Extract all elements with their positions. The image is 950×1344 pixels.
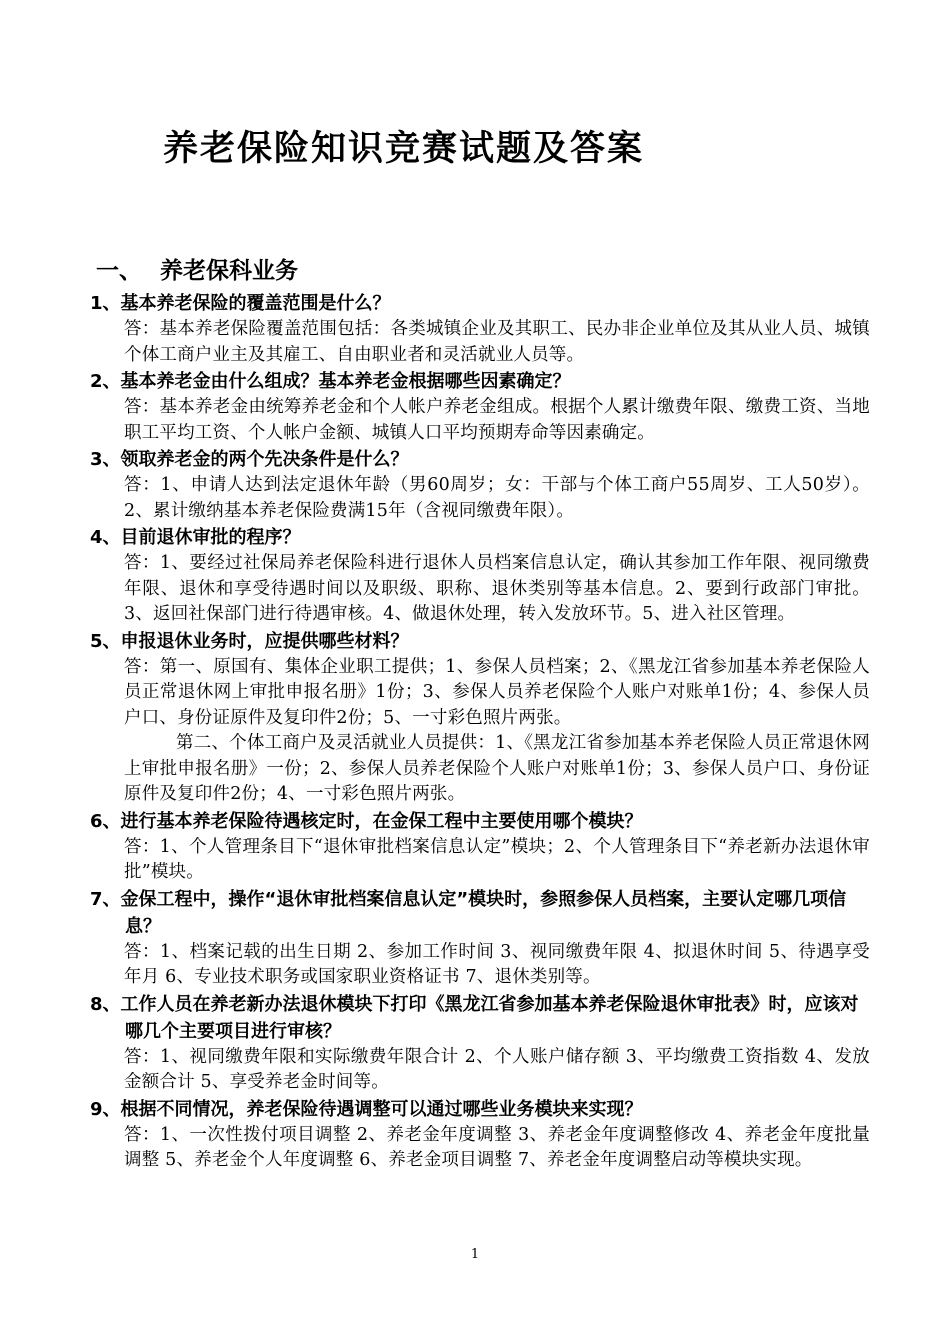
qa-item xyxy=(90,446,870,524)
answer xyxy=(90,473,870,524)
qa-item xyxy=(90,628,870,808)
qa-item xyxy=(90,808,870,886)
question: 7、金保工程中，操作“退休审批档案信息认定”模块时，参照参保人员档案，主要认定哪几项信息？ xyxy=(90,888,847,937)
question: 4、目前退休审批的程序？ xyxy=(90,527,301,548)
answer xyxy=(90,940,870,991)
question: 8、工作人员在养老新办法退休模块下打印《黑龙江省参加基本养老保险退休审批表》时，应该对哪几个主要项目进行审核？ xyxy=(90,993,859,1042)
answer-paragraph: 答：1、要经过社保局养老保险科进行退休人员档案信息认定，确认其参加工作年限、视同缴费年限、退休和享受待遇时间以及职级、职称、退休类别等基本信息。2、要到行政部门审批。3、返回社保部门进行待遇审核。4、做退休处理，转入发放环节。5、进入社区管理。 xyxy=(124,553,870,624)
answer xyxy=(90,551,870,628)
answer xyxy=(90,317,870,368)
answer-paragraph: 答：1、一次性拨付项目调整 2、养老金年度调整 3、养老金年度调整修改 4、养老金年度批量调整 5、养老金个人年度调整 6、养老金项目调整 7、养老金年度调整启动等模块实现。 xyxy=(124,1124,870,1170)
section-number: 一、 xyxy=(96,258,142,284)
section-heading xyxy=(96,252,298,285)
qa-item xyxy=(90,368,870,446)
question: 9、根据不同情况，养老保险待遇调整可以通过哪些业务模块来实现？ xyxy=(90,1098,643,1120)
question: 3、领取养老金的两个先决条件是什么？ xyxy=(90,449,409,470)
qa-list xyxy=(90,290,870,1174)
answer xyxy=(90,655,870,808)
section-title: 养老保科业务 xyxy=(160,258,298,284)
question: 1、基本养老保险的覆盖范围是什么？ xyxy=(90,293,391,314)
answer xyxy=(90,395,870,446)
qa-item xyxy=(90,290,870,368)
qa-item xyxy=(90,886,870,991)
answer-paragraph: 答：1、视同缴费年限和实际缴费年限合计 2、个人账户储存额 3、平均缴费工资指数 4、发放金额合计 5、享受养老金时间等。 xyxy=(124,1046,870,1092)
document-title: 养老保险知识竞赛试题及答案 xyxy=(163,129,645,169)
answer-paragraph: 答：基本养老金由统筹养老金和个人帐户养老金组成。根据个人累计缴费年限、缴费工资、当地职工平均工资、个人帐户金额、城镇人口平均预期寿命等因素确定。 xyxy=(124,397,870,443)
answer-paragraph: 答：1、档案记载的出生日期 2、参加工作时间 3、视同缴费年限 4、拟退休时间 5、待遇享受年月 6、专业技术职务或国家职业资格证书 7、退休类别等。 xyxy=(124,941,870,987)
page-number: 1 xyxy=(470,1247,480,1262)
answer-paragraph: 答：第一、原国有、集体企业职工提供；1、参保人员档案；2、《黑龙江省参加基本养老保险人员正常退休网上审批申报名册》1份；3、参保人员养老保险个人账户对账单1份；4、参保人员户口、身份证原件及复印件2份；5、一寸彩色照片两张。 xyxy=(124,656,870,728)
answer-paragraph: 答：1、申请人达到法定退休年龄（男60周岁；女：干部与个体工商户55周岁、工人50岁）。2、累计缴纳基本养老保险费满15年（含视同缴费年限）。 xyxy=(124,475,870,521)
qa-item xyxy=(90,1096,870,1174)
answer xyxy=(90,1045,870,1096)
qa-item xyxy=(90,991,870,1096)
question: 5、申报退休业务时，应提供哪些材料？ xyxy=(90,630,409,652)
answer-paragraph: 答：1、个人管理条目下“退休审批档案信息认定”模块；2、个人管理条目下“养老新办法退休审批”模块。 xyxy=(124,836,870,882)
question: 6、进行基本养老保险待遇核定时，在金保工程中主要使用哪个模块？ xyxy=(90,810,643,832)
answer xyxy=(90,835,870,886)
answer-paragraph: 第二、个体工商户及灵活就业人员提供：1、《黑龙江省参加基本养老保险人员正常退休网上审批申报名册》一份；2、参保人员养老保险个人账户对账单1份；3、参保人员户口、身份证原件及复印件2份；4、一寸彩色照片两张。 xyxy=(124,733,870,804)
answer xyxy=(90,1123,870,1174)
answer-paragraph: 答：基本养老保险覆盖范围包括：各类城镇企业及其职工、民办非企业单位及其从业人员、城镇个体工商户业主及其雇工、自由职业者和灵活就业人员等。 xyxy=(124,319,870,365)
qa-item xyxy=(90,524,870,628)
question: 2、基本养老金由什么组成？基本养老金根据哪些因素确定？ xyxy=(90,371,571,392)
